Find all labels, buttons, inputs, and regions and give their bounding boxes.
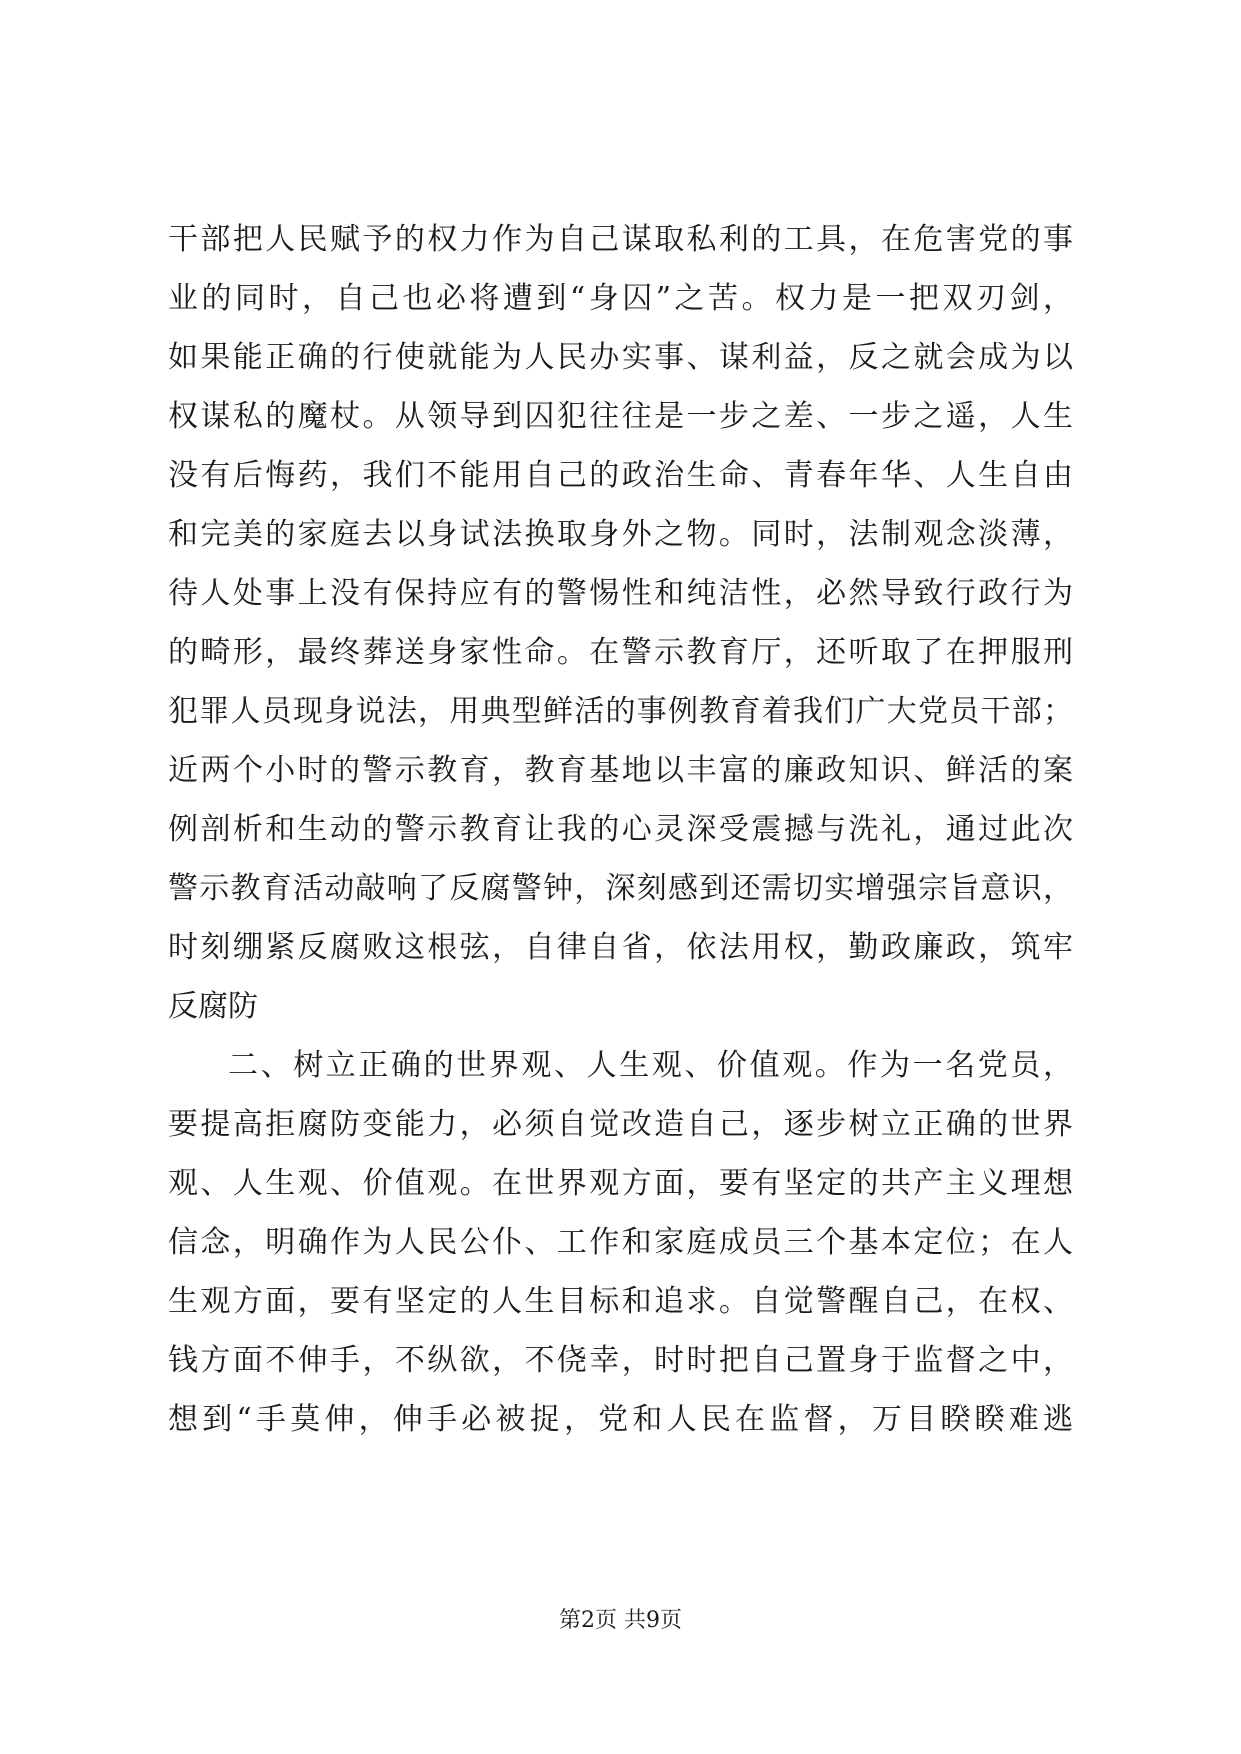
body-line: 生观方面，要有坚定的人生目标和追求。自觉警醒自己，在权、 — [168, 1284, 1073, 1319]
body-line: 时刻绷紧反腐败这根弦，自律自省，依法用权，勤政廉政，筑牢 — [168, 930, 1073, 965]
body-line: 钱方面不伸手，不纵欲，不侥幸，时时把自己置身于监督之中， — [168, 1343, 1073, 1378]
body-line: 权谋私的魔杖。从领导到囚犯往往是一步之差、一步之遥，人生 — [168, 399, 1073, 434]
body-line: 例剖析和生动的警示教育让我的心灵深受震撼与洗礼，通过此次 — [168, 812, 1073, 847]
body-line: 待人处事上没有保持应有的警惕性和纯洁性，必然导致行政行为 — [168, 576, 1073, 611]
body-line: 犯罪人员现身说法，用典型鲜活的事例教育着我们广大党员干部； — [168, 694, 1073, 729]
body-line: 业的同时，自己也必将遭到“身囚”之苦。权力是一把双刃剑， — [168, 281, 1073, 316]
paragraph-heading-line: 二、树立正确的世界观、人生观、价值观。作为一名党员， — [228, 1048, 1073, 1083]
body-line: 没有后悔药，我们不能用自己的政治生命、青春年华、人生自由 — [168, 458, 1073, 493]
body-line: 信念，明确作为人民公仆、工作和家庭成员三个基本定位；在人 — [168, 1225, 1073, 1260]
body-line: 的畸形，最终葬送身家性命。在警示教育厅，还听取了在押服刑 — [168, 635, 1073, 670]
body-line: 想到“手莫伸，伸手必被捉，党和人民在监督，万目睽睽难逃 — [168, 1402, 1073, 1437]
body-line: 近两个小时的警示教育，教育基地以丰富的廉政知识、鲜活的案 — [168, 753, 1073, 788]
body-line: 如果能正确的行使就能为人民办实事、谋利益，反之就会成为以 — [168, 340, 1073, 375]
body-line: 和完美的家庭去以身试法换取身外之物。同时，法制观念淡薄， — [168, 517, 1073, 552]
body-line: 观、人生观、价值观。在世界观方面，要有坚定的共产主义理想 — [168, 1166, 1073, 1201]
body-line: 要提高拒腐防变能力，必须自觉改造自己，逐步树立正确的世界 — [168, 1107, 1073, 1142]
body-line: 警示教育活动敲响了反腐警钟，深刻感到还需切实增强宗旨意识， — [168, 871, 1073, 906]
page-footer: 第2页 共9页 — [559, 1608, 682, 1633]
body-line: 反腐防 — [168, 989, 258, 1024]
body-line: 干部把人民赋予的权力作为自己谋取私利的工具，在危害党的事 — [168, 222, 1073, 257]
